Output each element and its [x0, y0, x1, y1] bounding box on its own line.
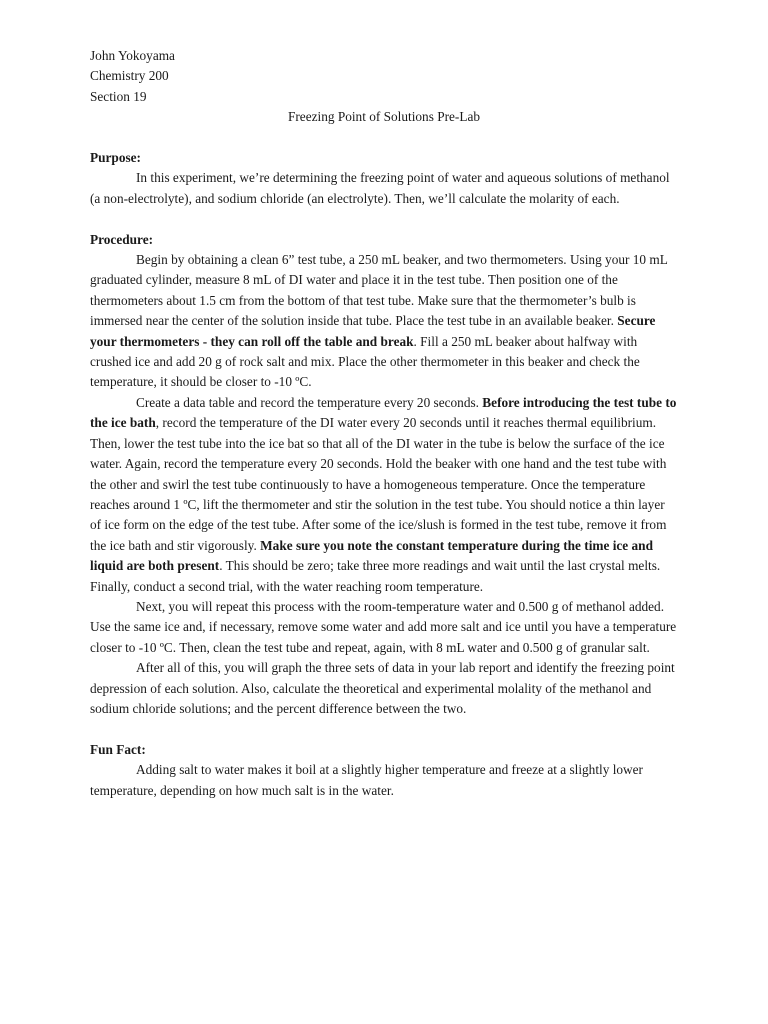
purpose-paragraph: In this experiment, we’re determining the freezing point of water and aqueous solutions of methanol (a non-electrolyte), and sodium chloride (an electrolyte). Then, we’ll calculate the molarity of each. [90, 170, 670, 206]
procedure-paragraph-3: Next, you will repeat this process with the room-temperature water and 0.500 g of methanol added. Use the same ice and, if necessary, remove some water and add more salt and ice until you have a temperature closer to -10 ºC. Then, clean the test tube and repeat, again, with 8 mL water and 0.500 g of granular salt. [90, 598, 677, 655]
document-title: Freezing Point of Solutions Pre-Lab [287, 109, 481, 125]
procedure-heading: Procedure: [90, 231, 154, 247]
constant-temperature-emphasis: Make sure you note the constant temperature during the time ice and liquid are both present [90, 537, 653, 574]
spacer [90, 209, 678, 229]
fun-fact-paragraph: Adding salt to water makes it boil at a slightly higher temperature and freeze at a slightly lower temperature, depending on how much salt is in the water. [90, 762, 643, 798]
procedure-paragraph-1: Begin by obtaining a clean 6” test tube, a 250 mL beaker, and two thermometers. Using your 10 mL graduated cylinder, measure 8 mL of DI water and place it in the test tube. Then position one of the thermometers about 1.5 cm from the bottom of that test tube. Make sure that the thermometer’s bulb is immersed near the center of the solution inside that tube. Place the test tube in an available beaker. Secure your thermometers - they can roll off the table and break. Fill a 250 mL beaker about halfway with crushed ice and add 20 g of rock salt and mix. Place the other thermometer in this beaker and check the temperature, it should be closer to -10 ºC. [90, 252, 668, 390]
spacer [90, 719, 678, 739]
warning-emphasis: Secure your thermometers - they can roll off the table and break [90, 313, 656, 349]
section-number: Section 19 [90, 88, 147, 104]
author-name: John Yokoyama [90, 48, 175, 63]
spacer [90, 128, 678, 148]
ice-bath-emphasis: Before introducing the test tube to the ice bath [90, 394, 677, 431]
purpose-heading: Purpose: [90, 150, 141, 166]
procedure-paragraph-4: After all of this, you will graph the three sets of data in your lab report and identify the freezing point depression of each solution. Also, calculate the theoretical and experimental molality of the methanol and sodium chloride solutions; and the percent difference between the two. [90, 660, 675, 716]
course-name: Chemistry 200 [90, 68, 169, 84]
fun-fact-heading: Fun Fact: [90, 741, 146, 757]
procedure-paragraph-2: Create a data table and record the temperature every 20 seconds. Before introducing the test tube to the ice bath, record the temperature of the DI water every 20 seconds until it reaches thermal equilibrium. Then, lower the test tube into the ice bat so that all of the DI water in the tube is below the surface of the ice water. Again, record the temperature every 20 seconds. Hold the beaker with one hand and the test tube with the other and swirl the test tube continuously to have a homogeneous temperature. Once the temperature reaches around 1 ºC, lift the thermometer and stir the solution in the test tube. You should notice a thin layer of ice form on the edge of the test tube. After some of the ice/slush is formed in the test tube, remove it from the ice bath and stir vigorously. Make sure you note the constant temperature during the time ice and liquid are both present. This should be zero; take three more readings and wait until the last crystal melts. Finally, conduct a second trial, with the water reaching room temperature. [90, 394, 677, 594]
